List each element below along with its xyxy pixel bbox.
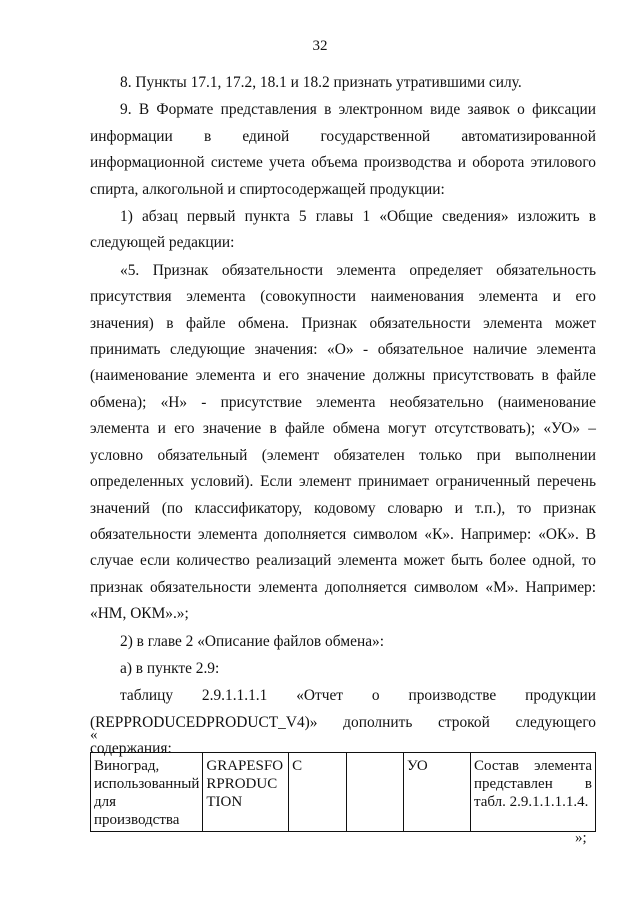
table-cell-element-code: GRAPESFORPRODUCTION [203, 753, 289, 832]
document-body [90, 70, 596, 764]
page-number: 32 [312, 38, 328, 54]
table-cell-type: С [289, 753, 347, 832]
table-cell-note: Состав элемента представлен в табл. 2.9.1.1.1.1.4. [471, 753, 596, 832]
close-quote-mark: »; [575, 830, 587, 846]
table-cell-format [346, 753, 403, 832]
table-row [91, 753, 596, 832]
paragraph-subitem-a: а) в пункте 2.9: [120, 659, 220, 677]
open-quote-mark: « [90, 727, 98, 743]
paragraph-quoted-item-5: «5. Признак обязательности элемента определяет обязательность присутствия элемента (совокупности наименования элемента и его значения) в файле обмена. Признак обязательности элемента может принимать следующие значения: «О» - обязательное наличие элемента (наименование элемента и его значение должны присутствовать в файле обмена); «Н» - присутствие элемента необязательно (наименование элемента и его значение в файле обмена могут отсутствовать); «УО» – условно обязательный (элемент обязателен только при выполнении определенных условий). Если элемент принимает ограниченный перечень значений (по классификатору, кодовому словарю и т.п.), то признак обязательности элемента дополняется символом «К». Например: «ОК». В случае если количество реализаций элемента может быть более одной, то признак обязательности элемента дополняется символом «М». Например: «НМ, ОКМ».»; [90, 261, 596, 623]
paragraph-item-9: 9. В Формате представления в электронном виде заявок о фиксации информации в единой государственной автоматизированной информационной системе учета объема производства и оборота этилового спирта, алкогольной и спиртосодержащей продукции: [90, 101, 596, 198]
table-cell-obligation: УО [404, 753, 471, 832]
paragraph-subitem-2: 2) в главе 2 «Описание файлов обмена»: [120, 632, 385, 650]
inserted-table-row [90, 752, 596, 832]
paragraph-table-instruction: таблицу 2.9.1.1.1.1 «Отчет о производстве продукции (REPPRODUCEDPRODUCT_V4)» дополнить строкой следующего содержания: [90, 687, 596, 758]
table-cell-element-name: Виноград, использованный для производства [91, 753, 203, 832]
paragraph-item-8: 8. Пункты 17.1, 17.2, 18.1 и 18.2 признать утратившими силу. [120, 74, 522, 91]
paragraph-subitem-1: 1) абзац первый пункта 5 главы 1 «Общие сведения» изложить в следующей редакции: [90, 208, 596, 252]
